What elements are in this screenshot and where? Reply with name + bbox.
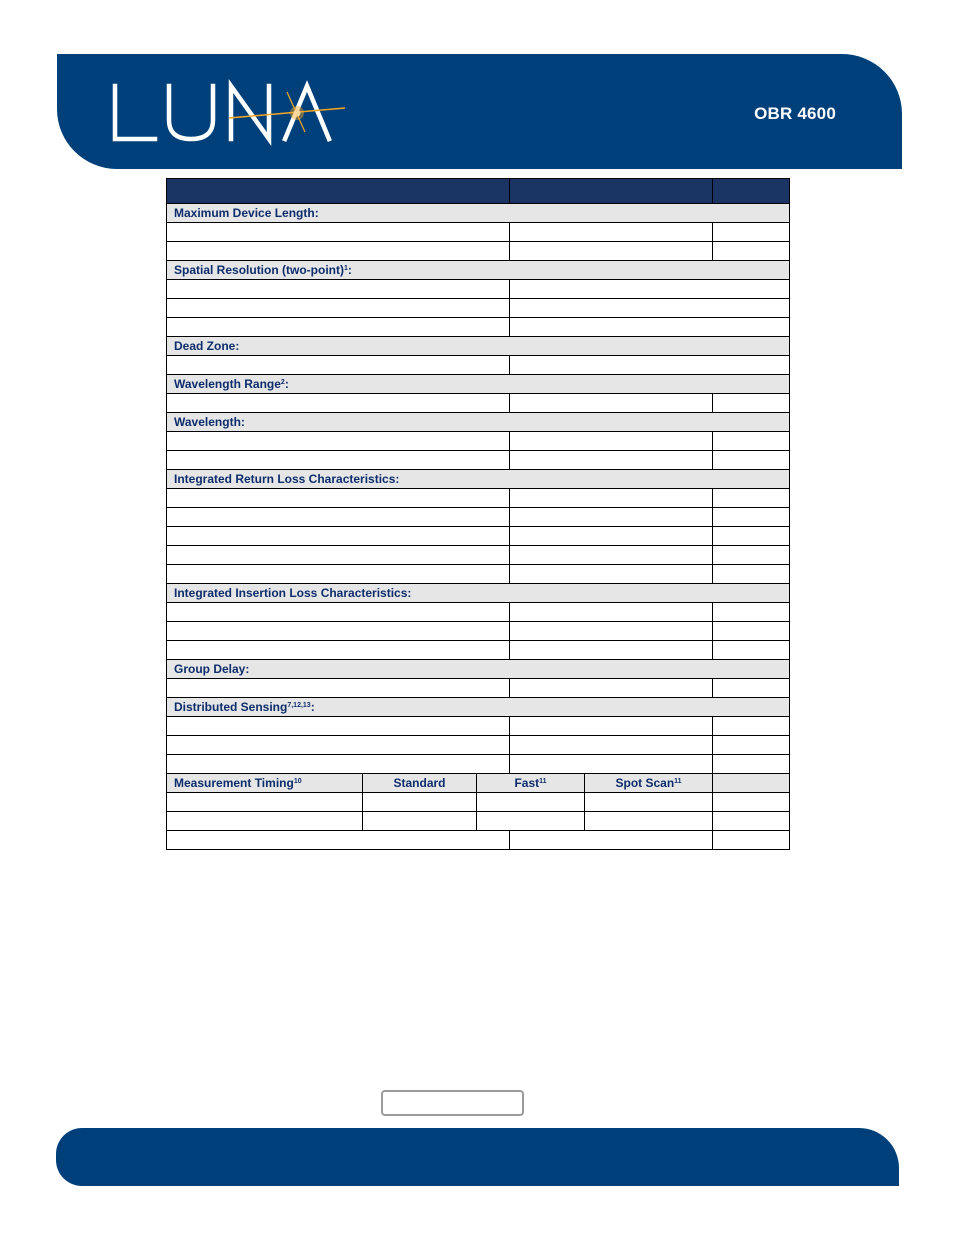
table-row xyxy=(167,242,790,261)
header-banner xyxy=(57,54,902,169)
product-name: OBR 4600 xyxy=(754,104,836,123)
table-row xyxy=(167,565,790,584)
table-row xyxy=(167,451,790,470)
timing-spot-scan: Spot Scan$^{11}$ xyxy=(585,774,713,793)
page-number-box xyxy=(381,1090,524,1116)
spec-table xyxy=(166,178,790,850)
table-row xyxy=(167,546,790,565)
section-row xyxy=(167,470,790,489)
header-cell xyxy=(510,179,713,204)
table-row xyxy=(167,318,790,337)
section-title: Integrated Insertion Loss Characteristics: xyxy=(167,584,790,603)
section-row xyxy=(167,584,790,603)
table-row xyxy=(167,527,790,546)
table-row xyxy=(167,755,790,774)
section-title: Wavelength: xyxy=(167,413,790,432)
section-row xyxy=(167,413,790,432)
section-title: Group Delay: xyxy=(167,660,790,679)
table-row xyxy=(167,641,790,660)
table-row xyxy=(167,831,790,850)
table-row xyxy=(167,679,790,698)
section-title: Integrated Return Loss Characteristics: xyxy=(167,470,790,489)
table-row xyxy=(167,793,790,812)
footer-banner xyxy=(56,1128,899,1186)
table-row xyxy=(167,489,790,508)
section-row xyxy=(167,204,790,223)
table-row xyxy=(167,280,790,299)
table-row xyxy=(167,508,790,527)
header-cell xyxy=(713,179,790,204)
section-row xyxy=(167,375,790,394)
table-row xyxy=(167,812,790,831)
table-row xyxy=(167,622,790,641)
table-row xyxy=(167,394,790,413)
timing-label: Measurement Timing$^{10}$ xyxy=(167,774,363,793)
section-title: Maximum Device Length: xyxy=(167,204,790,223)
section-title: Dead Zone: xyxy=(167,337,790,356)
section-row xyxy=(167,698,790,717)
timing-standard: Standard xyxy=(363,774,477,793)
header-cell xyxy=(167,179,510,204)
timing-fast: Fast$^{11}$ xyxy=(477,774,585,793)
timing-unit-cell xyxy=(713,774,790,793)
table-header-row xyxy=(167,179,790,204)
section-title: Distributed Sensing$^{7,12,13}$: xyxy=(167,698,790,717)
luna-logo xyxy=(109,78,349,148)
table-row xyxy=(167,717,790,736)
table-row xyxy=(167,603,790,622)
timing-header-row xyxy=(167,774,790,793)
section-row xyxy=(167,337,790,356)
table-row xyxy=(167,736,790,755)
section-row xyxy=(167,660,790,679)
section-row xyxy=(167,261,790,280)
table-row xyxy=(167,223,790,242)
table-row xyxy=(167,356,790,375)
table-row xyxy=(167,299,790,318)
section-title: Wavelength Range$^2$: xyxy=(167,375,790,394)
table-row xyxy=(167,432,790,451)
section-title: Spatial Resolution (two-point)$^1$: xyxy=(167,261,790,280)
